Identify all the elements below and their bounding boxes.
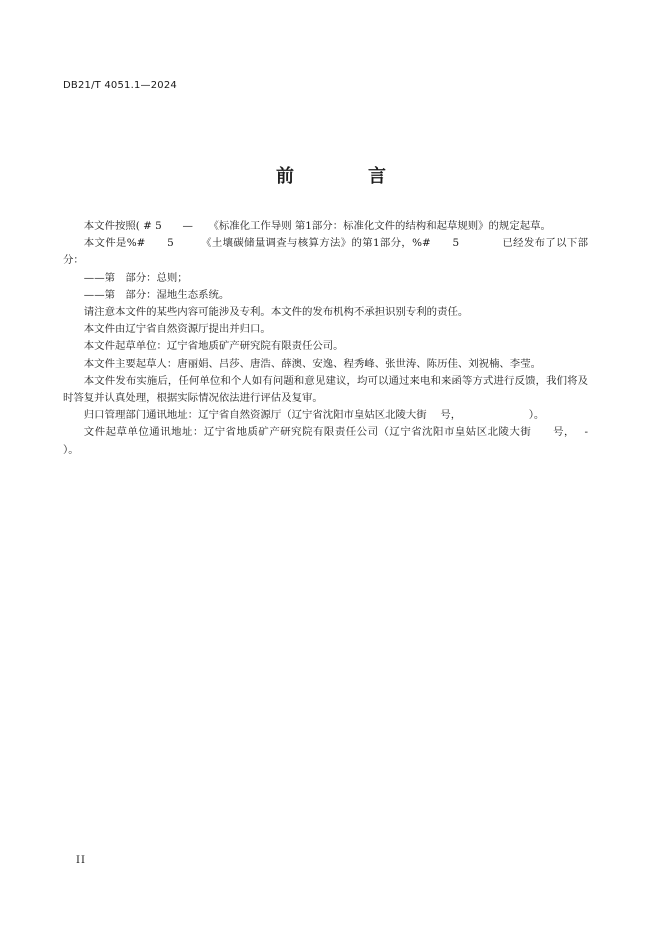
foreword-body	[63, 218, 630, 459]
document-code: DB21/T 4051.1—2024	[63, 80, 177, 91]
page-number: II	[76, 855, 86, 866]
paragraph-drafters: 本文件主要起草人：唐丽娟、吕莎、唐浩、薛澳、安逸、程秀峰、张世涛、陈历佳、刘祝楠、李莹。	[83, 357, 541, 370]
paragraph-patent-notice: 请注意本文件的某些内容可能涉及专利。本文件的发布机构不承担识别专利的责任。	[83, 306, 469, 319]
paragraph-feedback: 本文件发布实施后，任何单位和个人如有问题和意见建议，均可以通过来电和来函等方式进行反馈，我们将及时答复并认真处理，根据实际情况依法进行评估及复审。	[63, 374, 588, 405]
list-item-part-wetland: ——第 部分：湿地生态系统。	[83, 288, 230, 301]
paragraph-drafting-unit-address: 文件起草单位通讯地址：辽宁省地质矿产研究院有限责任公司（辽宁省沈阳市皇姑区北陵大街 号， - ）。	[63, 426, 630, 456]
paragraph-part-info: 本文件是%# 5 《土壤碳储量调查与核算方法》的第1部分，%# 5 已经发布了以下部分：	[63, 237, 588, 267]
page-title: 前 言	[276, 166, 414, 187]
paragraph-management-address: 归口管理部门通讯地址：辽宁省自然资源厅（辽宁省沈阳市皇姑区北陵大街 号， ）。	[83, 409, 545, 422]
paragraph-drafting-rules: 本文件按照( # 5 — 《标准化工作导则 第1部分：标准化文件的结构和起草规则》的规定起草。	[83, 220, 551, 232]
paragraph-drafting-unit: 本文件起草单位：辽宁省地质矿产研究院有限责任公司。	[83, 340, 344, 353]
paragraph-proposer: 本文件由辽宁省自然资源厅提出并归口。	[83, 323, 271, 336]
list-item-part-general: ——第 部分：总则；	[83, 271, 188, 284]
